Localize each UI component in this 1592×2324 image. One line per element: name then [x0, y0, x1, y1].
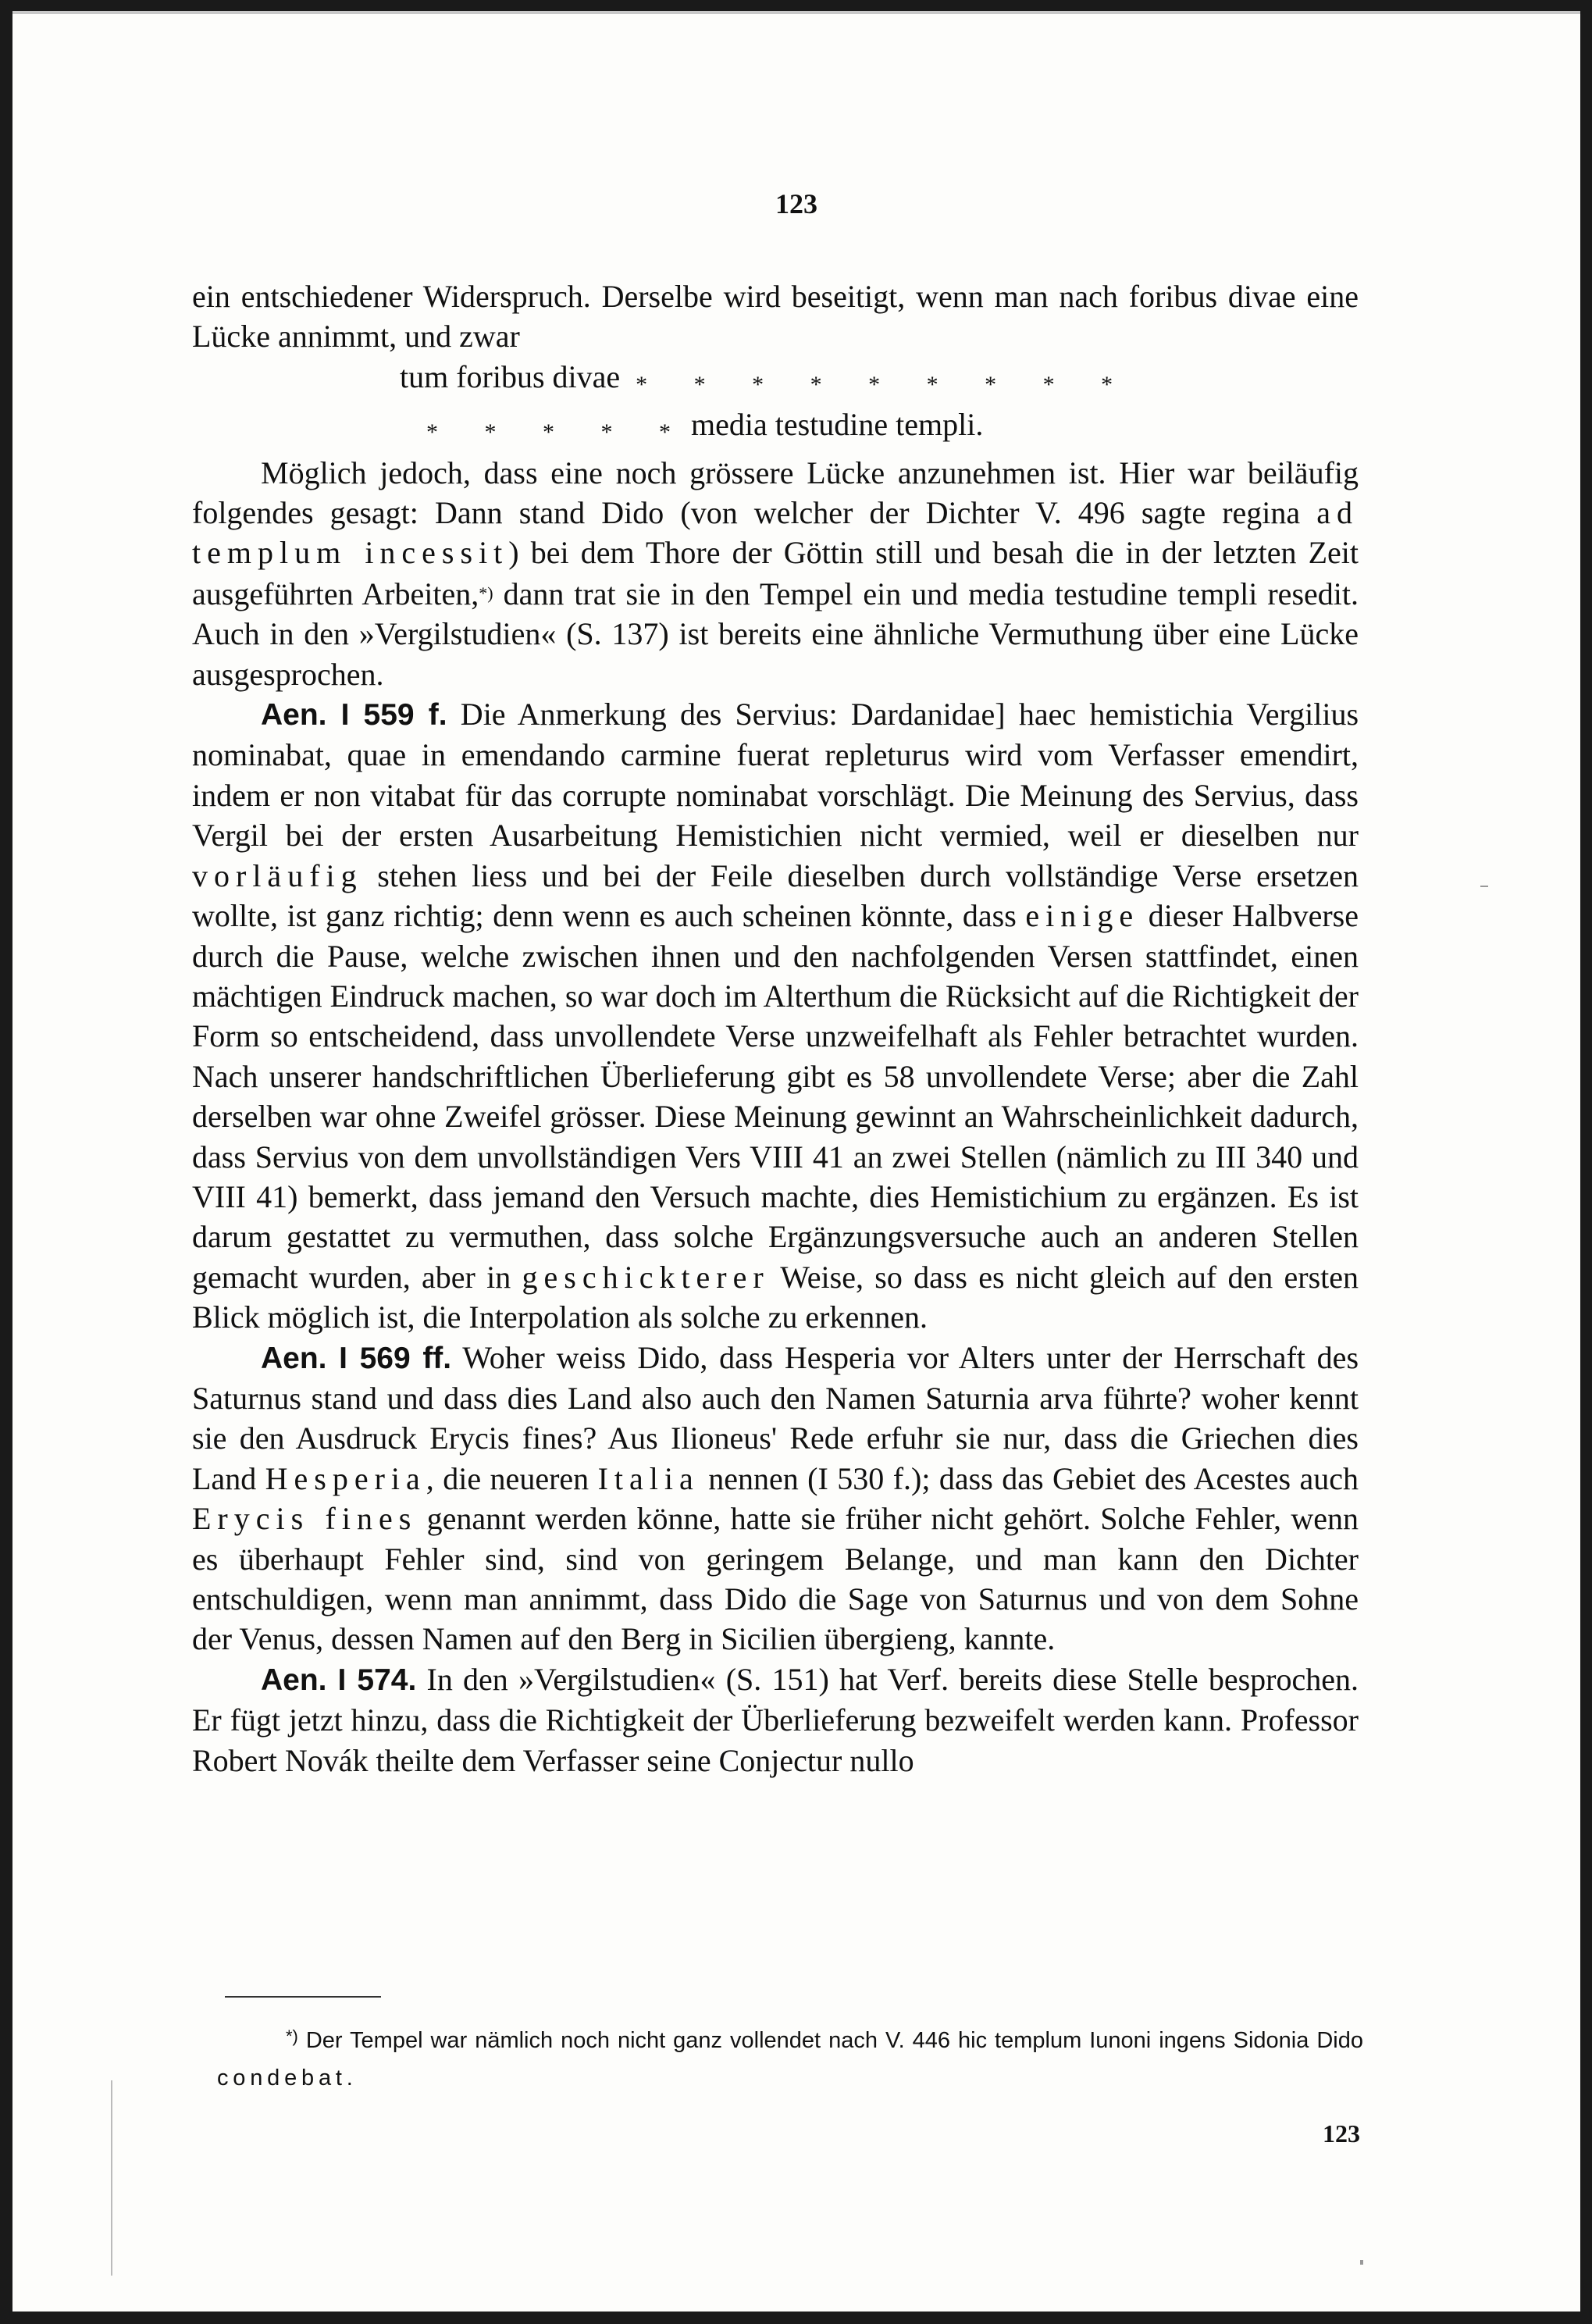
paragraph-aen-569 — [192, 1338, 1359, 1659]
footnote-marker: *) — [286, 2026, 298, 2046]
verse-text: tum foribus divae — [400, 358, 621, 394]
text-run: ein entschiedener Widerspruch. Derselbe wird beseitigt, wenn man nach foribus divae eine Lücke annimmt, und zwar — [192, 279, 1359, 355]
footnote-divider — [225, 1996, 381, 1998]
scan-mark — [1480, 886, 1488, 887]
spaced-text: condebat — [217, 2066, 347, 2091]
text-run: stehen liess und bei der Feile dieselben durch vollständige Verse ersetzen wollte, ist ganz richtig; denn wenn es auch scheinen könnte, dass — [192, 857, 1359, 934]
spaced-text: einige — [1025, 898, 1140, 934]
paragraph-aen-559 — [192, 694, 1359, 1338]
paragraph-1 — [192, 276, 1359, 357]
spaced-text: ad templum incessit — [192, 495, 1359, 571]
text-run: In den »Vergilstudien« (S. 151) hat Verf. bereits diese Stelle besprochen. Er fügt jetzt hinzu, dass die Richtigkeit der Überlieferung bezweifelt werden kann. Professor Robert Novák theilte dem Verfasser seine Conjectur nullo — [192, 1661, 1359, 1778]
verse-line-2 — [192, 405, 1359, 452]
footnote-text: Der Tempel war nämlich noch nicht ganz vollendet nach V. 446 hic templum Iunoni ingens Sidonia Dido — [297, 2028, 1363, 2053]
scan-mark — [111, 2080, 112, 2276]
lemma-heading: Aen. I 569 ff. — [261, 1341, 452, 1375]
footnote-text: . — [346, 2066, 353, 2091]
spaced-text: vorläufig — [192, 857, 363, 893]
scanned-page — [12, 11, 1580, 2312]
text-run: nennen (I 530 f.); dass das Gebiet des Acestes auch — [699, 1460, 1359, 1496]
text-run: dann trat sie in den Tempel ein und media testudine templi resedit. Auch in den »Vergilstudien« (S. 137) ist bereits eine ähnliche Vermuthung über eine Lücke ausgesprochen. — [192, 576, 1359, 692]
lemma-heading: Aen. I 559 f. — [261, 698, 447, 732]
paragraph-aen-574 — [192, 1659, 1359, 1780]
footnote-marker: *) — [479, 583, 493, 603]
verse-line-1 — [192, 357, 1359, 405]
verse-text: media testudine templi. — [691, 407, 984, 443]
spaced-text: geschickterer — [522, 1259, 770, 1295]
lacuna-stars: * * * * * — [426, 419, 691, 446]
text-run: Woher weiss Dido, dass Hesperia vor Alters unter der Herrschaft des Saturnus stand und dass dies Land also auch den Namen Saturnia arva führte? woher kennt sie den Ausdruck Erycis fines? Aus Ilioneus' Rede erfuhr sie nur, dass die Griechen dies Land — [192, 1339, 1359, 1496]
scan-mark — [1360, 2260, 1363, 2265]
text-run: , die neueren — [426, 1460, 598, 1496]
page-number-bottom: 123 — [1323, 2119, 1360, 2148]
text-run: genannt werden könne, hatte sie früher nicht gehört. Solche Fehler, wenn es überhaupt Fehler sind, sind von geringem Belange, und man kann den Dichter entschuldigen, wenn man annimmt, dass Dido die Sage von Saturnus und von dem Sohne der Venus, dessen Namen auf den Berg in Sicilien übergieng, kannte. — [192, 1501, 1359, 1657]
spaced-text: Italia — [597, 1460, 700, 1496]
text-run: Die Anmerkung des Servius: Dardanidae] haec hemistichia Vergilius nominabat, quae in emendando carmine fuerat repleturus wird vom Verfasser emendirt, indem er non vitabat für das corrupte nominabat vorschlägt. Die Meinung des Servius, dass Vergil bei der ersten Ausarbeitung Hemistichien nicht vermied, weil er dieselben nur — [192, 697, 1359, 854]
page-number-top: 123 — [775, 188, 817, 219]
footnote — [217, 2018, 1363, 2097]
spaced-text: Erycis fines — [192, 1501, 418, 1537]
lemma-heading: Aen. I 574. — [261, 1663, 417, 1697]
body-text — [192, 276, 1359, 1780]
lacuna-stars: * * * * * * * * * — [636, 371, 1134, 397]
text-run: dieser Halbverse durch die Pause, welche zwischen ihnen und den nachfolgenden Versen stattfindet, einen mächtigen Eindruck machen, so war doch im Alterthum die Rücksicht auf die Richtigkeit der Form so entscheidend, dass unvollendete Verse unzweifelhaft als Fehler betrachtet wurden. Nach unserer handschriftlichen Überlieferung gibt es 58 unvollendete Verse; aber die Zahl derselben war ohne Zweifel grösser. Diese Meinung gewinnt an Wahrscheinlichkeit dadurch, dass Servius von dem unvollständigen Vers VIII 41 an zwei Stellen (nämlich zu III 340 und VIII 41) bemerkt, dass jemand den Versuch machte, dies Hemistichium zu ergänzen. Es ist darum gestattet zu vermuthen, dass solche Ergänzungsversuche auch an anderen Stellen gemacht wurden, aber in — [192, 898, 1359, 1295]
spaced-text: Hesperia — [265, 1460, 426, 1496]
paragraph-2 — [192, 453, 1359, 694]
text-run: ) bei dem Thore der Göttin still und besah die in der letzten Zeit ausgeführten Arbeiten, — [192, 535, 1359, 611]
text-run: Möglich jedoch, dass eine noch grössere Lücke anzunehmen ist. Hier war beiläufig folgendes gesagt: Dann stand Dido (von welcher der Dichter V. 496 sagte regina — [192, 454, 1359, 531]
scan-edge-line — [12, 11, 1580, 14]
text-run: Weise, so dass es nicht gleich auf den ersten Blick möglich ist, die Interpolation als solche zu erkennen. — [192, 1259, 1359, 1335]
